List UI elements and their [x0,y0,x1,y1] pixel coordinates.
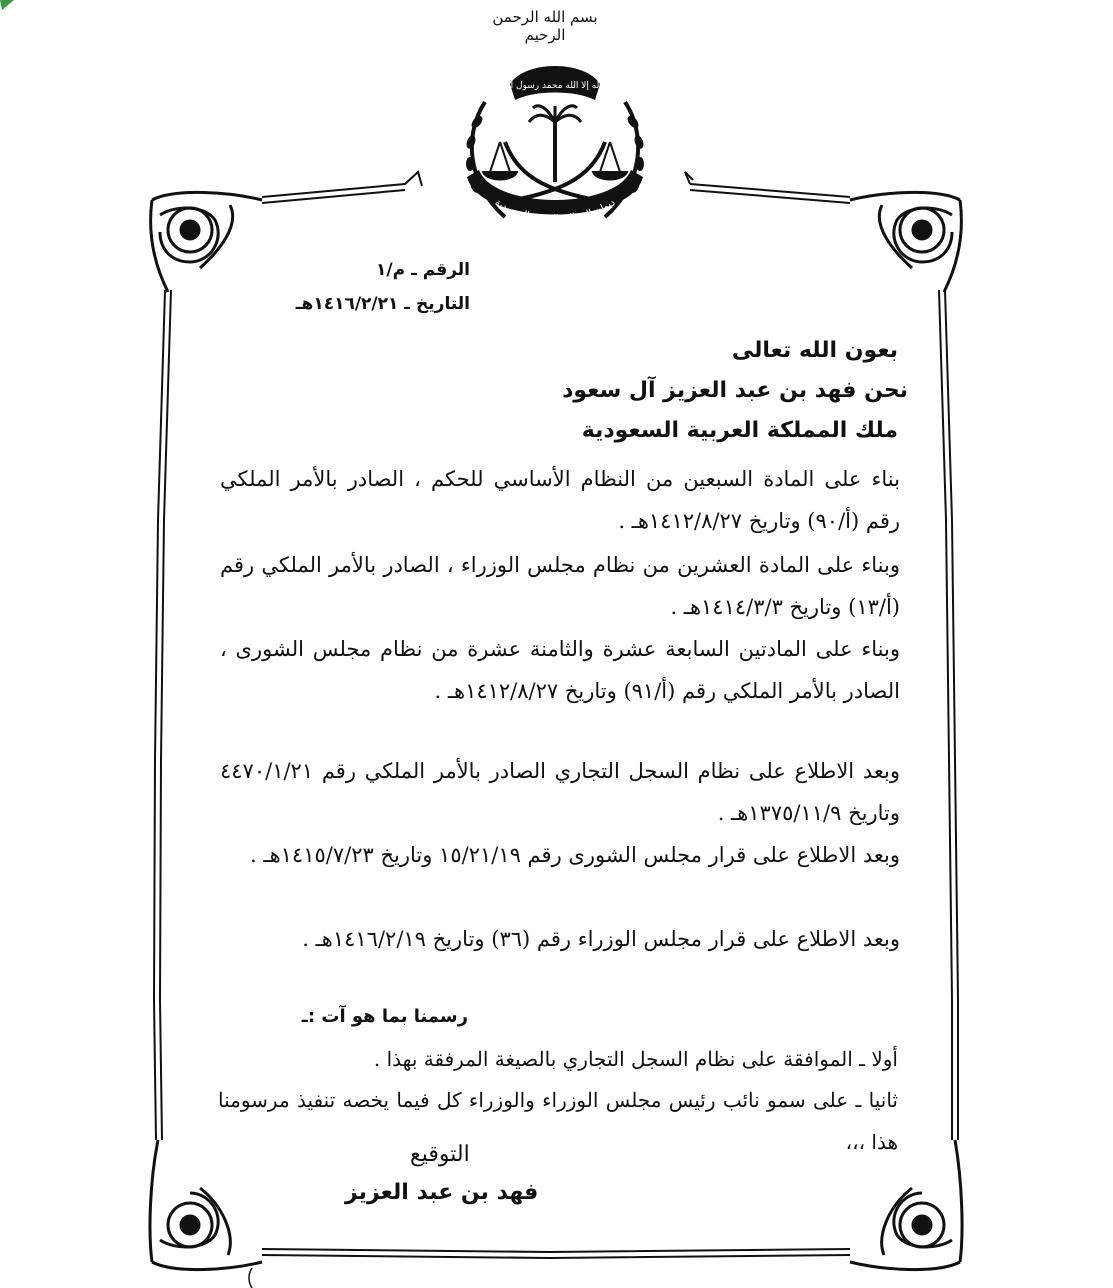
paragraph-council-of-ministers-law: وبناء على المادة العشرين من نظام مجلس الوزراء ، الصادر بالأمر الملكي رقم (أ/١٣) وتاريخ ١٤١٤/٣/٣هـ . [220,553,900,619]
reference-number: الرقم ـ م/١ [376,260,470,280]
emblem-shahada-text: لا إله إلا الله محمد رسول الله [500,81,610,91]
bottom-mark [246,1268,256,1288]
paragraph-basic-law: بناء على المادة السبعين من النظام الأساسي للحكم ، الصادر بالأمر الملكي رقم (أ/٩٠) وتاريخ ١٤١٢/٨/٢٧هـ . [220,467,900,533]
signature-label: التوقيع [410,1142,470,1167]
decree-item-first: أولا ـ الموافقة على نظام السجل التجاري بالصيغة المرفقة بهذا . [373,1047,898,1071]
royal-emblem-seal [445,42,665,242]
sovereign-heading: نحن فهد بن عبد العزيز آل سعود [562,378,908,403]
reference-date: التاريخ ـ ١٤١٦/٢/٢١هـ [295,294,470,314]
emblem-ring-textpath: ديوان المملكة العربية السعودية [492,197,618,225]
paragraph-commercial-register: وبعد الاطلاع على نظام السجل التجاري الصادر بالأمر الملكي رقم ٤٤٧٠/١/٢١ وتاريخ ١٣٧٥/١١/٩هـ . [220,759,900,825]
paragraph-shura-law: وبناء على المادتين السابعة عشرة والثامنة عشرة من نظام مجلس الشورى ، الصادر بالأمر الملكي رقم (أ/٩١) وتاريخ ١٤١٢/٨/٢٧هـ . [220,637,900,703]
paragraph-cabinet-resolution: وبعد الاطلاع على قرار مجلس الوزراء رقم (٣٦) وتاريخ ١٤١٦/٢/١٩هـ . [302,927,900,951]
invocation-heading: بعون الله تعالى [731,338,898,363]
corner-ornament-top-right [850,192,961,292]
decree-item-second: ثانيا ـ على سمو نائب رئيس مجلس الوزراء والوزراء كل فيما يخصه تنفيذ مرسومنا هذا ،،، [218,1088,898,1154]
reference-block [210,253,470,321]
decree-intro: رسمنا بما هو آت :ـ [301,1006,468,1027]
signature-name: فهد بن عبد العزيز [345,1180,539,1205]
title-heading: ملك المملكة العربية السعودية [581,418,898,443]
paragraph-shura-resolution: وبعد الاطلاع على قرار مجلس الشورى رقم ١٥/٢١/١٩ وتاريخ ١٤١٥/٧/٢٣هـ . [250,843,900,867]
bismillah-heading: بسم الله الرحمن الرحيم [492,8,598,44]
